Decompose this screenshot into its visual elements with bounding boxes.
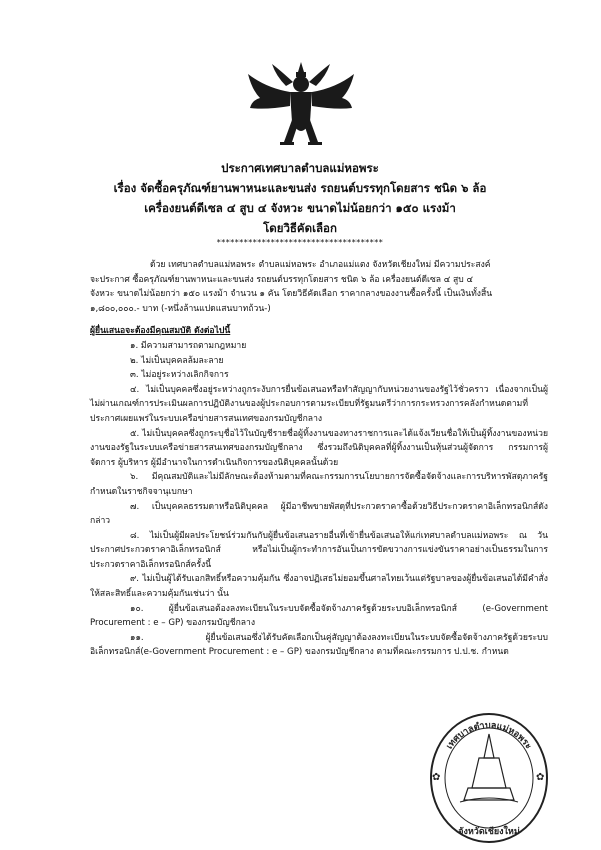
qualification-item: ๖. มีคุณสมบัติและไม่มีลักษณะต้องห้ามตามที่คณะกรรมการนโยบายการจัดซื้อจัดจ้างและการบริหารพัสดุภาครัฐกำหนดในราชกิจจานุเบกษา xyxy=(90,472,548,497)
announcement-method: โดยวิธีคัดเลือก xyxy=(263,221,337,235)
qualification-item: ๓. ไม่อยู่ระหว่างเลิกกิจการ xyxy=(130,370,229,381)
seal-top-text: เทศบาลตำบลแม่หอพระ xyxy=(444,720,534,752)
intro-paragraph: จะประกาศ ซื้อครุภัณฑ์ยานพาหนะและขนส่ง รถยนต์บรรทุกโดยสาร ชนิด ๖ ล้อ เครื่องยนต์ดีเซล ๔ สูบ ๔ xyxy=(90,274,473,285)
announcement-org: ประกาศเทศบาลตำบลแม่หอพระ xyxy=(221,161,379,175)
intro-paragraph: ๑,๘๐๐,๐๐๐.- บาท (-หนึ่งล้านแปดแสนบาทถ้วน-) xyxy=(90,303,271,314)
announcement-subject-line2: เครื่องยนต์ดีเซล ๔ สูบ ๔ จังหวะ ขนาดไม่น้อยกว่า ๑๕๐ แรงม้า xyxy=(144,201,456,215)
qualification-item: ๘. ไม่เป็นผู้มีผลประโยชน์ร่วมกันกับผู้ยื่นข้อเสนอรายอื่นที่เข้ายื่นข้อเสนอให้แก่เทศบาลตำบลแม่หอพระ ณ วันประกาศประกวดราคาอิเล็กทรอนิกส์ หรือไม่เป็นผู้กระทำการอันเป็นการขัดขวางการแข่งขันราคาอย่างเป็นธรรมในการประกวดราคาอิเล็กทรอนิกส์ครั้งนี้ xyxy=(90,530,548,570)
qualification-item: ๑๐. ผู้ยื่นข้อเสนอต้องลงทะเบียนในระบบจัดซื้อจัดจ้างภาครัฐด้วยระบบอิเล็กทรอนิกส์ (e-Government Procurement : e – GP) ของกรมบัญชีกลาง xyxy=(90,603,548,629)
separator: ************************************* xyxy=(216,238,384,247)
municipal-seal-stamp xyxy=(424,698,554,848)
qualification-item: ๑๑. ผู้ยื่นข้อเสนอซึ่งได้รับคัดเลือกเป็นคู่สัญญาต้องลงทะเบียนในระบบจัดซื้อจัดจ้างภาครัฐด้วยระบบอิเล็กทรอนิกส์(e-Government Procurement : e – GP) ของกรมบัญชีกลาง ตามที่คณะกรรมการ ป.ป.ช. กำหนด xyxy=(90,632,548,658)
qualification-item: ๙. ไม่เป็นผู้ได้รับเอกสิทธิ์หรือความคุ้มกัน ซึ่งอาจปฏิเสธไม่ยอมขึ้นศาลไทยเว้นแต่รัฐบาลของผู้ยื่นข้อเสนอได้มีคำสั่งให้สละสิทธิ์และความคุ้มกันเช่นว่า นั้น xyxy=(90,574,548,600)
intro-paragraph: ด้วย เทศบาลตำบลแม่หอพระ ตำบลแม่หอพระ อำเภอแม่แตง จังหวัดเชียงใหม่ มีความประสงค์ xyxy=(150,260,491,270)
qualification-item: ๗. เป็นบุคคลธรรมดาหรือนิติบุคคล ผู้มีอาชีพขายพัสดุที่ประกวดราคาซื้อด้วยวิธีประกวดราคาอิเล็กทรอนิกส์ดังกล่าว xyxy=(90,501,548,527)
announcement-body xyxy=(90,258,548,660)
seal-flower-icon: ✿ xyxy=(536,772,545,783)
qualification-item: ๔. ไม่เป็นบุคคลซึ่งอยู่ระหว่างถูกระงับการยื่นข้อเสนอหรือทำสัญญากับหน่วยงานของรัฐไว้ชั่วคราว เนื่องจากเป็นผู้ไม่ผ่านเกณฑ์การประเมินผลการปฏิบัติงานของผู้ประกอบการตามระเบียบที่รัฐมนตรีว่าการกระทรวงการคลังกำหนดตามที่ประกาศเผยแพร่ในระบบเครือข่ายสารสนเทศของกรมบัญชีกลาง xyxy=(90,384,548,424)
qualification-item: ๕. ไม่เป็นบุคคลซึ่งถูกระบุชื่อไว้ในบัญชีรายชื่อผู้ทิ้งงานของทางราชการและได้แจ้งเวียนชื่อให้เป็นผู้ทิ้งงานของหน่วยงานของรัฐในระบบเครือข่ายสารสนเทศของกรมบัญชีกลาง ซึ่งรวมถึงนิติบุคคลที่ผู้ทิ้งงานเป็นหุ้นส่วนผู้จัดการ กรรมการผู้จัดการ ผู้บริหาร ผู้มีอำนาจในการดำเนินกิจการของนิติบุคคลนั้นด้วย xyxy=(90,428,548,468)
announcement-subject-line1: เรื่อง จัดซื้อครุภัณฑ์ยานพาหนะและขนส่ง รถยนต์บรรทุกโดยสาร ชนิด ๖ ล้อ xyxy=(113,181,487,195)
qualification-item: ๒. ไม่เป็นบุคคลล้มละลาย xyxy=(130,355,224,366)
garuda-emblem-icon xyxy=(246,60,356,150)
seal-flower-icon: ✿ xyxy=(432,772,441,783)
seal-bottom-text: จังหวัดเชียงใหม่ xyxy=(458,827,520,837)
intro-paragraph: จังหวะ ขนาดไม่น้อยกว่า ๑๕๐ แรงม้า จำนวน ๑ คัน โดยวิธีคัดเลือก ราคากลางของงานซื้อครั้งนี้ เป็นเงินทั้งสิ้น xyxy=(90,289,493,300)
qualification-item: ๑. มีความสามารถตามกฎหมาย xyxy=(130,340,247,351)
qualification-heading: ผู้ยื่นเสนอจะต้องมีคุณสมบัติ ดังต่อไปนี้ xyxy=(90,326,231,337)
